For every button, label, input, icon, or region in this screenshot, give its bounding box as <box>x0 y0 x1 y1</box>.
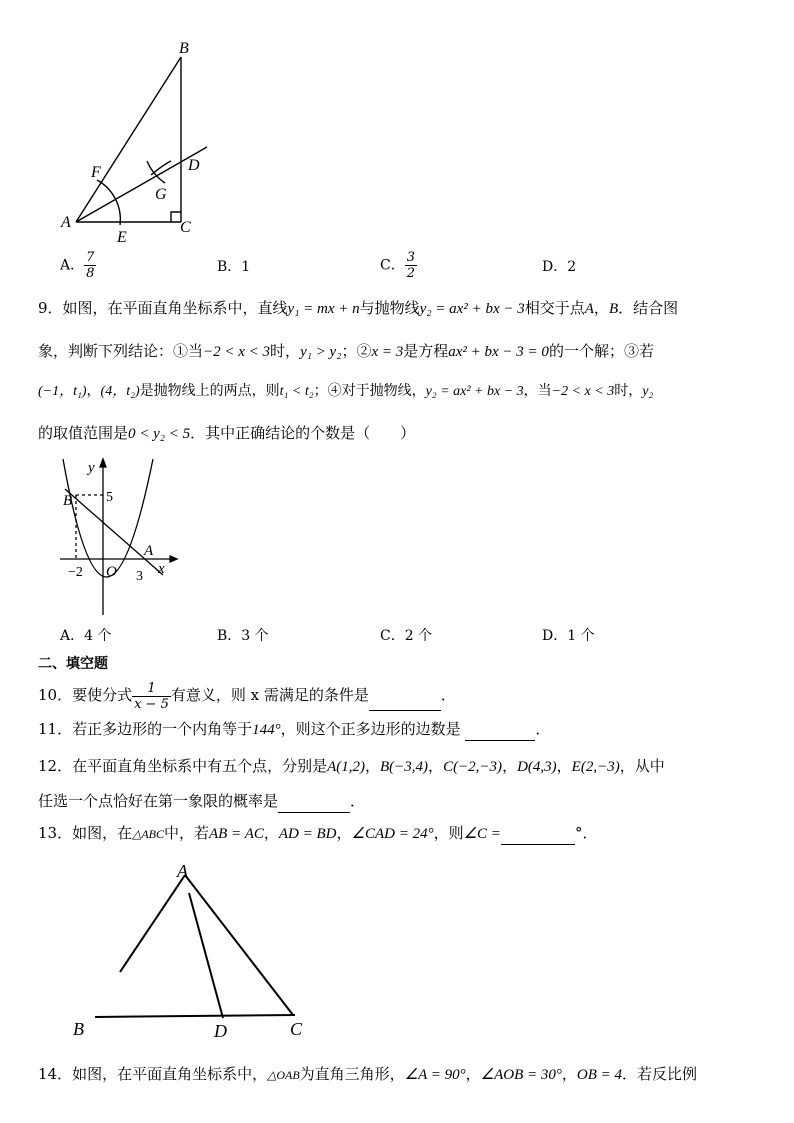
q8-option-a: A． $\frac{7}{8}$ <box>60 250 95 281</box>
y-axis-arrow <box>100 459 106 467</box>
q14-line: 14．如图，在平面直角坐标系中，△OAB为直角三角形，∠A = 90°，∠AOB = 30°，OB = 4．若反比例 <box>38 1065 698 1083</box>
label-five: 5 <box>106 490 113 505</box>
q12-answer-blank[interactable] <box>278 790 350 813</box>
label-g: G <box>155 186 167 203</box>
q8-option-a-fraction: $\frac{7}{8}$ <box>86 250 95 281</box>
label-a: A <box>177 861 188 881</box>
q9-line-3: (−1，t₁)，(4，t₂)是抛物线上的两点，则t₁ < t₂；④对于抛物线，y₂ = ax² + bx − 3，当−2 < x < 3时，y₂ <box>38 383 654 399</box>
label-three: 3 <box>136 569 143 584</box>
x-axis-arrow <box>170 556 177 562</box>
segment-ad <box>189 893 223 1018</box>
q9-line-1: 9．如图，在平面直角坐标系中，直线y₁ = mx + n与抛物线y₂ = ax² + bx − 3相交于点A，B．结合图 <box>38 299 679 317</box>
label-d: D <box>214 1021 227 1041</box>
q13-answer-blank[interactable] <box>501 822 575 845</box>
label-b: B <box>63 493 73 509</box>
q8-option-b: B．1 <box>217 259 251 275</box>
q10-fraction: $\frac{1}{x - 5}$ <box>134 680 169 712</box>
segment-ac <box>185 875 293 1015</box>
label-neg2: −2 <box>68 565 83 580</box>
q10-line: 10．要使分式 $\frac{1}{x - 5}$ 有意义，则 x 需满足的条件是 ． <box>38 680 456 712</box>
q9-option-a: A．4 个 <box>60 628 112 644</box>
label-b: B <box>73 1019 84 1039</box>
q9-line-2: 象，判断下列结论：①当−2 < x < 3时，y₁ > y₂；②x = 3是方程ax² + bx − 3 = 0的一个解；③若 <box>38 342 654 360</box>
label-b: B <box>179 40 189 57</box>
q13-line: 13．如图，在△ABC中，若AB = AC，AD = BD，∠CAD = 24°，则∠C = °． <box>38 822 756 845</box>
label-o: O <box>106 564 117 580</box>
q11-line: 11．若正多边形的一个内角等于144°，则这个正多边形的边数是 ． <box>38 718 756 741</box>
label-e: E <box>117 229 127 246</box>
q11-answer-blank[interactable] <box>465 718 535 741</box>
q9-option-d: D．1 个 <box>542 628 595 644</box>
q8-option-d: D．2 <box>542 259 577 275</box>
q9-option-c: C．2 个 <box>380 628 433 644</box>
q10-answer-blank[interactable] <box>369 680 441 711</box>
label-f: F <box>91 164 101 181</box>
q8-option-c-fraction: $\frac{3}{2}$ <box>406 250 415 281</box>
q13-figure <box>65 855 325 1045</box>
q9-figure <box>55 455 180 620</box>
segment-ab <box>120 875 185 972</box>
label-c: C <box>290 1019 303 1039</box>
label-a: A <box>144 543 154 559</box>
label-x: x <box>158 561 165 577</box>
section-heading: 二、填空题 <box>38 656 108 672</box>
q9-option-b: B．3 个 <box>217 628 269 644</box>
label-a: A <box>61 214 71 231</box>
segment-bc <box>95 1015 295 1017</box>
label-d: D <box>188 157 200 174</box>
q12-line-1: 12．在平面直角坐标系中有五个点，分别是A(1,2)，B(−3,4)，C(−2,−3)，D(4,3)，E(2,−3)，从中 <box>38 757 665 775</box>
q8-option-c: C． $\frac{3}{2}$ <box>380 250 415 281</box>
label-c: C <box>180 219 191 236</box>
label-y: y <box>88 460 95 476</box>
q8-figure <box>55 35 235 250</box>
q9-line-4: 的取值范围是0 < y₂ < 5．其中正确结论的个数是（ ） <box>38 424 416 442</box>
q12-line-2: 任选一个点恰好在第一象限的概率是 ． <box>38 790 756 813</box>
